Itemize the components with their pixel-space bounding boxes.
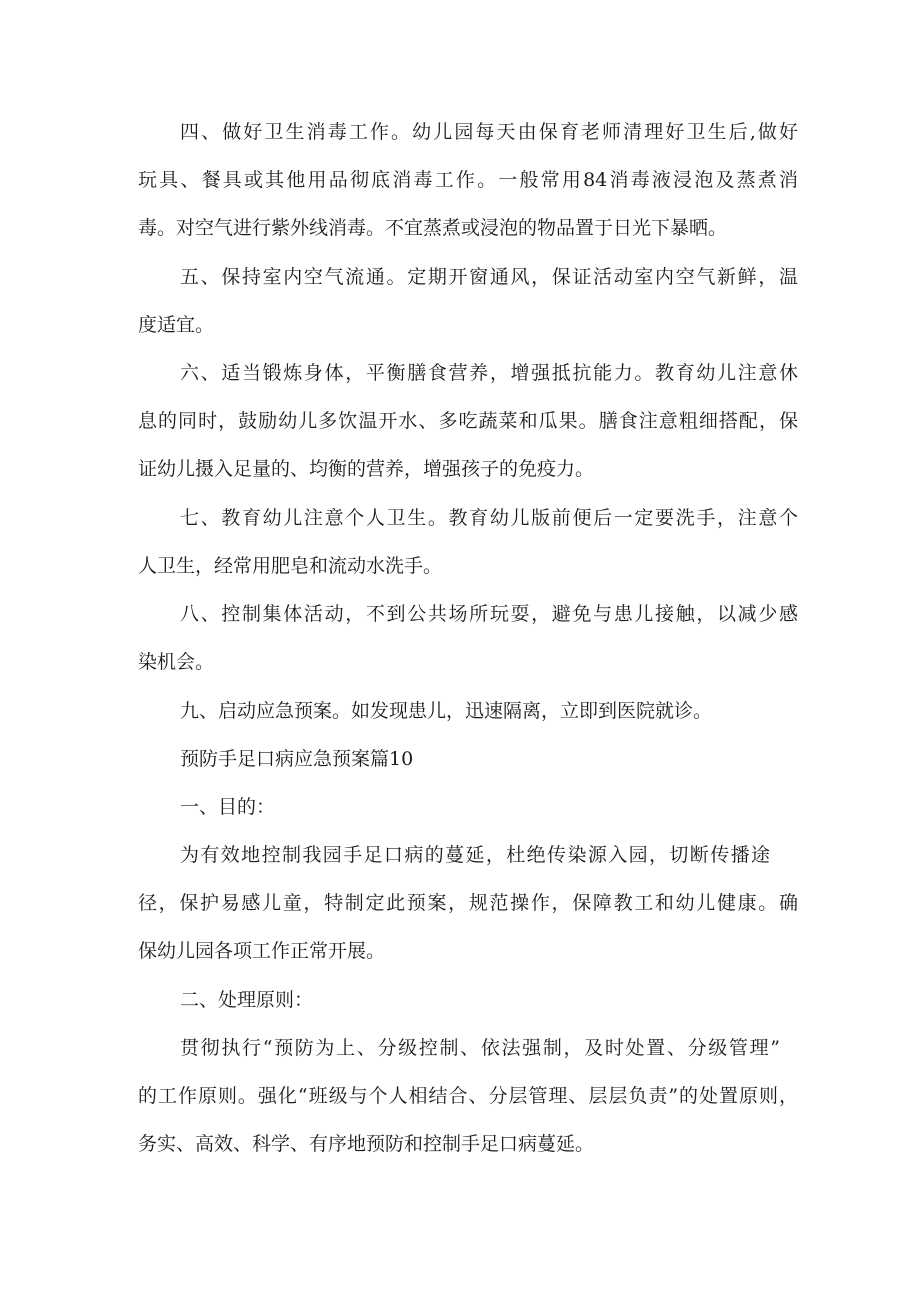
paragraph-5-line-1: 五、保持室内空气流通。定期开窗通风，保证活动室内空气新鲜，温 [180, 266, 798, 288]
paragraph-7-line-1: 七、教育幼儿注意个人卫生。教育幼儿版前便后一定要洗手，注意个 [180, 507, 798, 529]
purpose-line-2: 径，保护易感儿童，特制定此预案，规范操作，保障教工和幼儿健康。确 [138, 892, 798, 914]
purpose-title: 一、目的： [180, 796, 276, 818]
principles-line-3: 务实、高效、科学、有序地预防和控制手足口病蔓延。 [138, 1133, 595, 1155]
principles-title: 二、处理原则： [180, 989, 314, 1011]
paragraph-6-line-2: 息的同时，鼓励幼儿多饮温开水、多吃蔬菜和瓜果。膳食注意粗细搭配，保 [138, 410, 798, 432]
paragraph-6-line-3: 证幼儿摄入足量的、均衡的营养，增强孩子的免疫力。 [138, 458, 595, 480]
paragraph-6-line-1: 六、适当锻炼身体，平衡膳食营养，增强抵抗能力。教育幼儿注意休 [180, 362, 798, 384]
paragraph-4-line-2: 玩具、餐具或其他用品彻底消毒工作。一般常用84消毒液浸泡及蒸煮消 [138, 169, 798, 191]
paragraph-9-line-1: 九、启动应急预案。如发现患儿，迅速隔离，立即到医院就诊。 [180, 700, 713, 722]
paragraph-7-line-2: 人卫生，经常用肥皂和流动水洗手。 [138, 555, 443, 577]
section-heading: 预防手足口病应急预案篇10 [180, 748, 414, 770]
principles-line-1: 贯彻执行“预防为上、分级控制、依法强制，及时处置、分级管理” [180, 1037, 780, 1059]
paragraph-4-line-3: 毒。对空气进行紫外线消毒。不宜蒸煮或浸泡的物品置于日光下暴晒。 [138, 217, 728, 239]
paragraph-8-line-2: 染机会。 [138, 651, 215, 673]
paragraph-4-line-1: 四、做好卫生消毒工作。幼儿园每天由保育老师清理好卫生后,做好 [180, 121, 798, 143]
purpose-line-1: 为有效地控制我园手足口病的蔓延，杜绝传染源入园，切断传播途 [180, 844, 770, 866]
paragraph-8-line-1: 八、控制集体活动，不到公共场所玩耍，避免与患儿接触，以减少感 [180, 603, 798, 625]
principles-line-2: 的工作原则。强化“班级与个人相结合、分层管理、层层负责”的处置原则， [138, 1085, 798, 1107]
purpose-line-3: 保幼儿园各项工作正常开展。 [138, 940, 386, 962]
paragraph-5-line-2: 度适宜。 [138, 314, 215, 336]
